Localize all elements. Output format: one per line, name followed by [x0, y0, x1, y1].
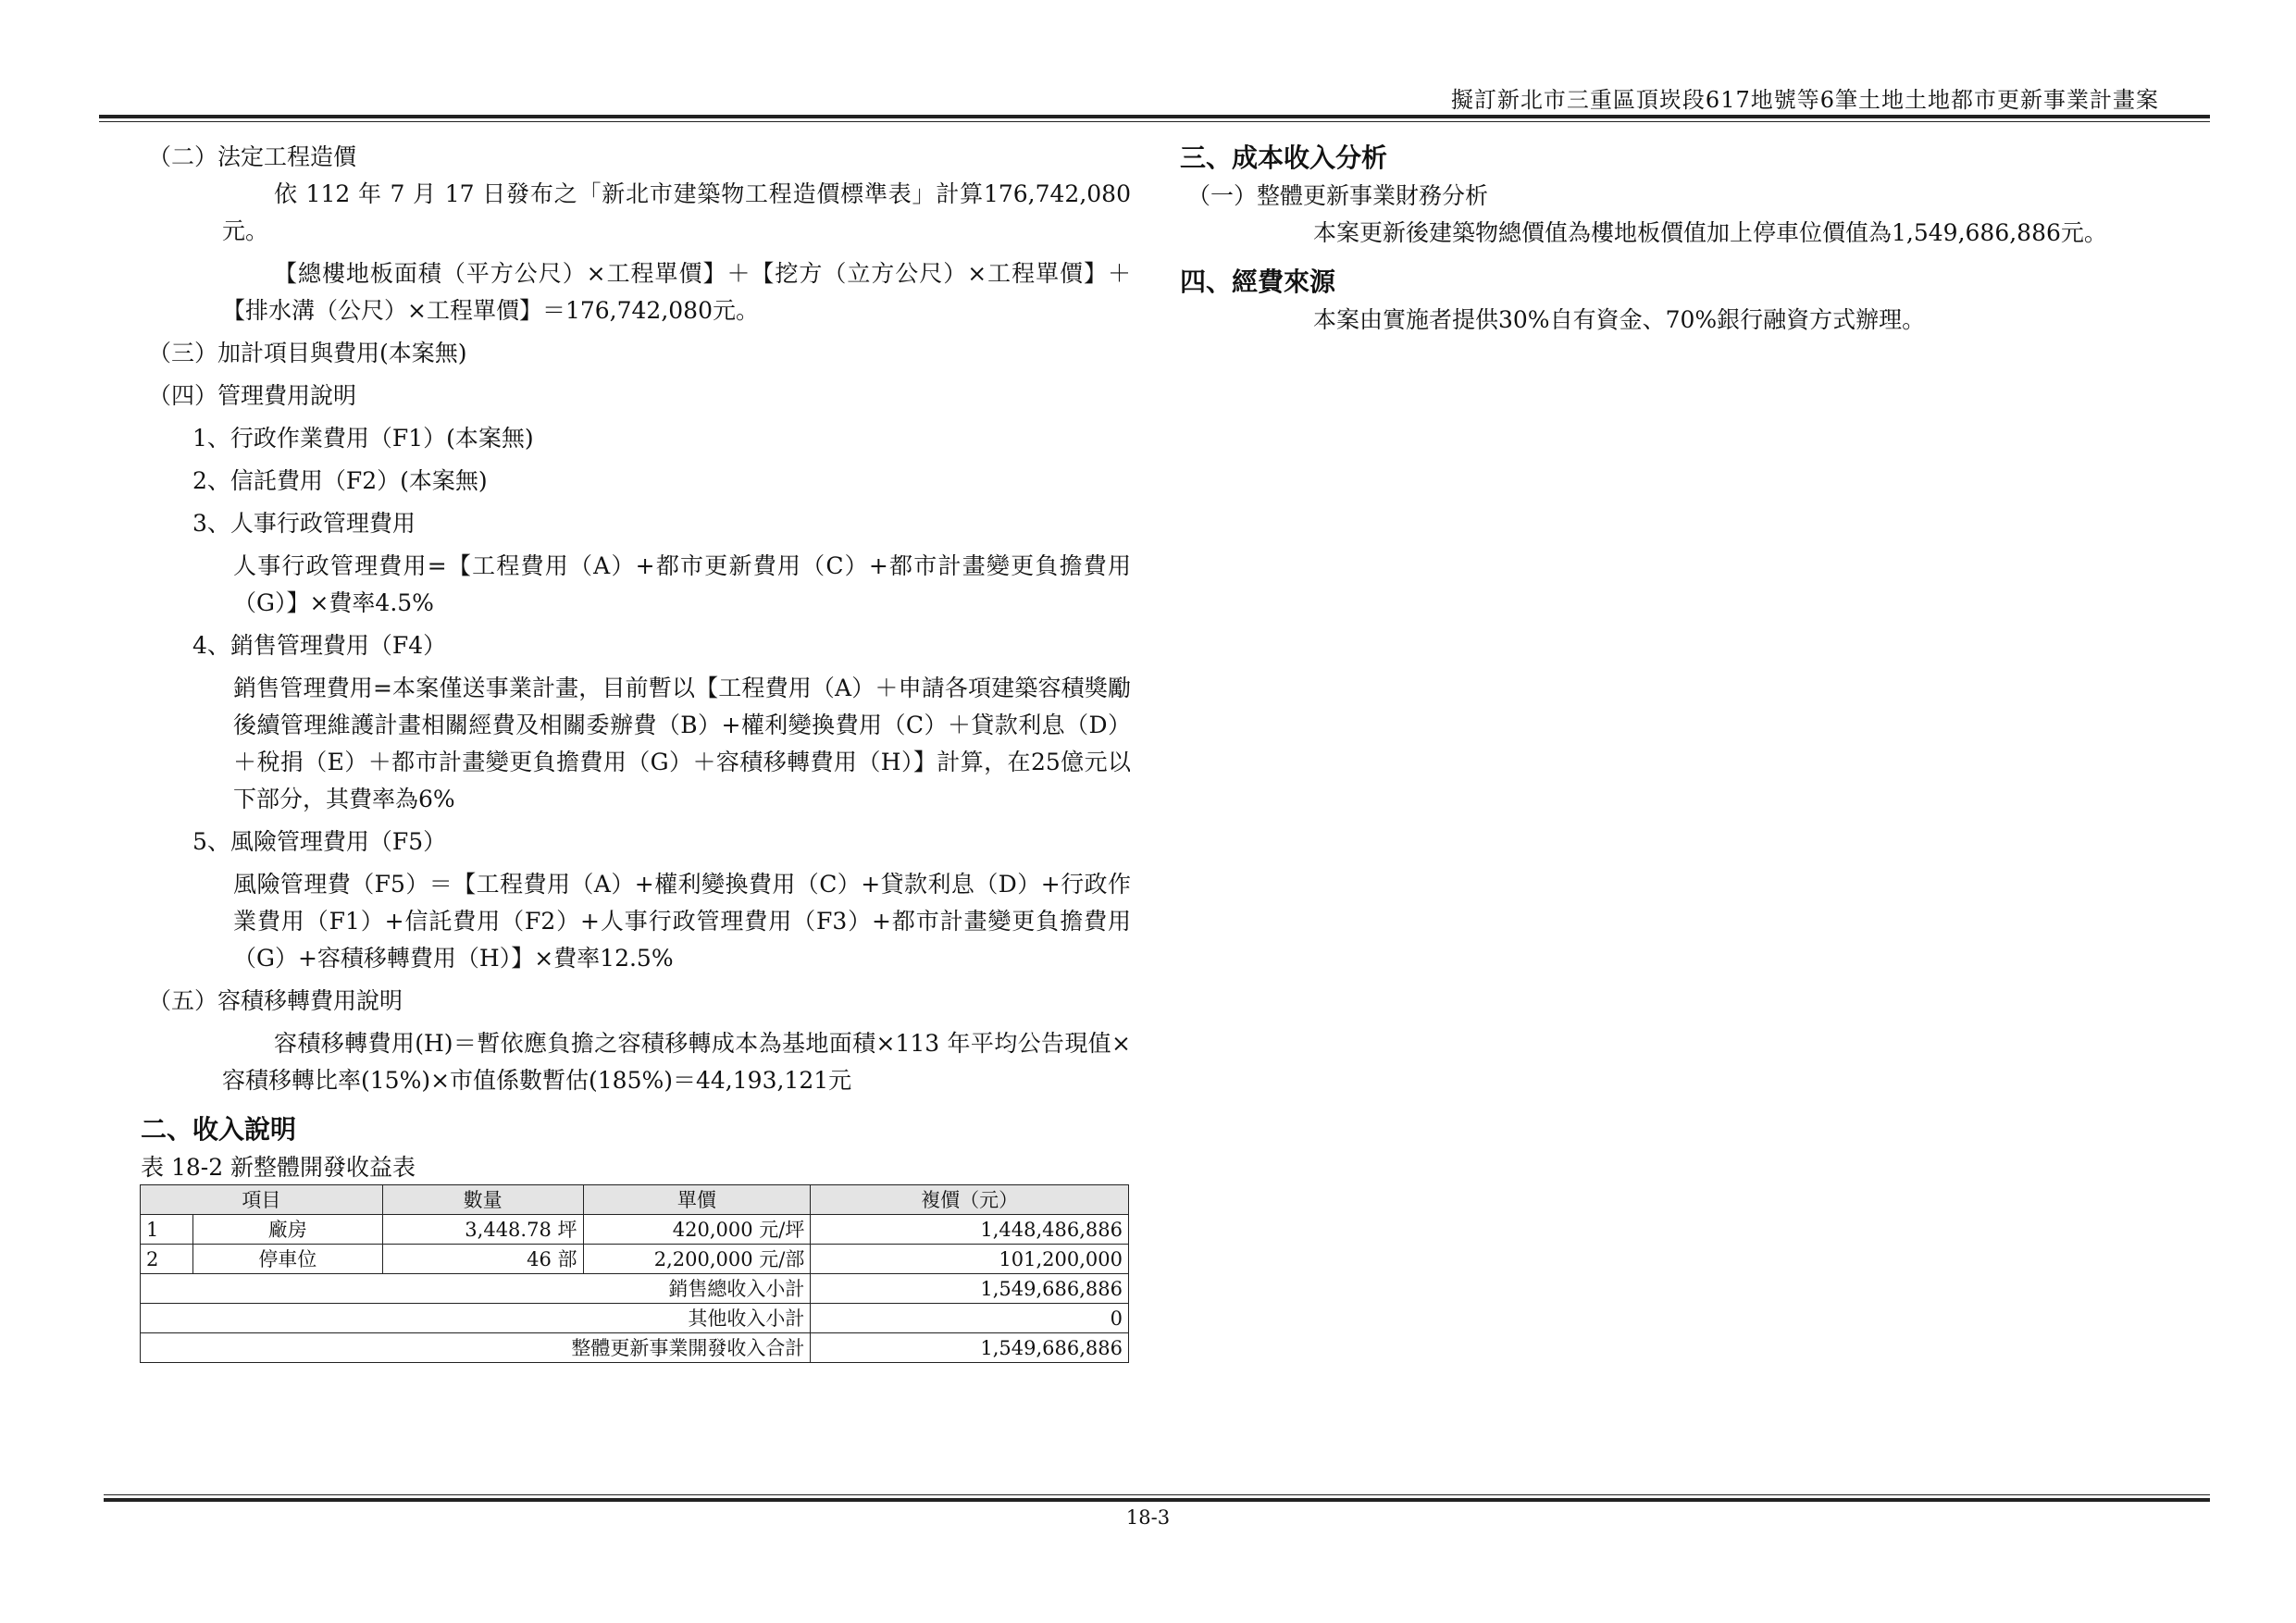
- summary-row: [141, 1333, 1129, 1363]
- right-column: [1180, 139, 2170, 339]
- funding-source-heading: 四、經費來源: [1180, 266, 1336, 297]
- row-number: 2: [141, 1245, 193, 1274]
- summary-row: [141, 1304, 1129, 1333]
- legal-cost-paragraph-1: 依 112 年 7 月 17 日發布之「新北市建築物工程造價標準表」計算176,742,080元。: [222, 180, 1131, 244]
- summary-value: 1,549,686,886: [811, 1274, 1129, 1304]
- row-number: 1: [141, 1215, 193, 1245]
- sales-fee-item: 4、銷售管理費用（F4）: [192, 632, 447, 659]
- revenue-table: [140, 1184, 1129, 1363]
- income-section-heading: 二、收入說明: [141, 1114, 297, 1145]
- page-number: 18-3: [1125, 1506, 1171, 1529]
- table-row: [141, 1215, 1129, 1245]
- row-total: 101,200,000: [811, 1245, 1129, 1274]
- row-item: 廠房: [192, 1215, 382, 1245]
- summary-label: 其他收入小計: [141, 1304, 811, 1333]
- summary-label: 整體更新事業開發收入合計: [141, 1333, 811, 1363]
- header-rule-thick: [99, 115, 2210, 118]
- header-item: 項目: [141, 1185, 383, 1215]
- section-management-fee-heading: （四）管理費用說明: [148, 382, 357, 409]
- row-quantity: 46 部: [382, 1245, 583, 1274]
- document-header-title: 擬訂新北市三重區頂崁段617地號等6筆土地土地都市更新事業計畫案: [1450, 87, 2159, 113]
- section-legal-construction-cost-heading: （二）法定工程造價: [148, 143, 357, 170]
- row-unit-price: 2,200,000 元/部: [583, 1245, 811, 1274]
- personnel-fee-item: 3、人事行政管理費用: [192, 510, 416, 537]
- header-total-price: 複價（元）: [811, 1185, 1129, 1215]
- header-unit-price: 單價: [583, 1185, 811, 1215]
- personnel-fee-formula: 人事行政管理費用=【工程費用（A）+都市更新費用（C）+都市計畫變更負擔費用（G）】×費率4.5%: [233, 552, 1131, 616]
- risk-fee-item: 5、風險管理費用（F5）: [192, 828, 447, 855]
- table-caption: 表 18-2 新整體開發收益表: [141, 1154, 416, 1181]
- volume-transfer-paragraph: 容積移轉費用(H)＝暫依應負擔之容積移轉成本為基地面積×113 年平均公告現值×容積移轉比率(15%)×市值係數暫估(185%)＝44,193,121元: [222, 1030, 1131, 1094]
- row-total: 1,448,486,886: [811, 1215, 1129, 1245]
- financial-analysis-paragraph: 本案更新後建築物總價值為樓地板價值加上停車位價值為1,549,686,886元。: [1313, 219, 2107, 246]
- row-item: 停車位: [192, 1245, 382, 1274]
- header-quantity: 數量: [382, 1185, 583, 1215]
- summary-value: 1,549,686,886: [811, 1333, 1129, 1363]
- summary-value: 0: [811, 1304, 1129, 1333]
- row-unit-price: 420,000 元/坪: [583, 1215, 811, 1245]
- funding-source-paragraph: 本案由實施者提供30%自有資金、70%銀行融資方式辦理。: [1313, 306, 1926, 333]
- risk-fee-formula: 風險管理費（F5）＝【工程費用（A）+權利變換費用（C）+貸款利息（D）+行政作業費用（F1）+信託費用（F2）+人事行政管理費用（F3）+都市計畫變更負擔費用（G）+容積移轉費用（H）】×費率12.5%: [233, 871, 1131, 972]
- financial-analysis-subheading: （一）整體更新事業財務分析: [1187, 182, 1489, 209]
- sales-fee-formula: 銷售管理費用=本案僅送事業計畫，目前暫以【工程費用（A）＋申請各項建築容積獎勵後續管理維護計畫相關經費及相關委辦費（B）+權利變換費用（C）＋貸款利息（D）＋稅捐（E）＋都市計畫變更負擔費用（G）＋容積移轉費用（H）】計算，在25億元以下部分，其費率為6%: [233, 675, 1131, 812]
- header-rule-thin: [99, 121, 2210, 122]
- footer-rule-thin: [104, 1494, 2210, 1495]
- section-additional-items-heading: （三）加計項目與費用(本案無): [148, 340, 467, 366]
- trust-fee-item: 2、信託費用（F2）(本案無): [192, 467, 488, 494]
- table-header-row: [141, 1185, 1129, 1215]
- row-quantity: 3,448.78 坪: [382, 1215, 583, 1245]
- admin-fee-item: 1、行政作業費用（F1）(本案無): [192, 425, 534, 452]
- table-row: [141, 1245, 1129, 1274]
- cost-income-analysis-heading: 三、成本收入分析: [1180, 142, 1388, 173]
- summary-label: 銷售總收入小計: [141, 1274, 811, 1304]
- footer-rule-thick: [104, 1498, 2210, 1502]
- section-volume-transfer-heading: （五）容積移轉費用說明: [148, 987, 403, 1014]
- legal-cost-paragraph-2: 【總樓地板面積（平方公尺）×工程單價】＋【挖方（立方公尺）×工程單價】＋【排水溝（公尺）×工程單價】＝176,742,080元。: [222, 260, 1131, 324]
- left-column: [141, 139, 1131, 1363]
- summary-row: [141, 1274, 1129, 1304]
